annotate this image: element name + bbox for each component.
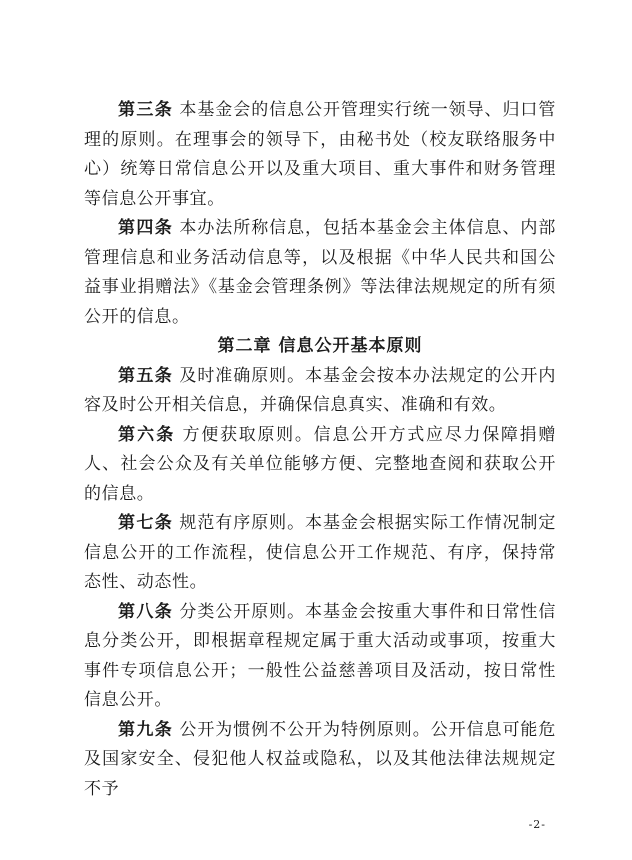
article-text: 公开为惯例不公开为特例原则。公开信息可能危及国家安全、侵犯他人权益或隐私，以及其他法律法规规定不予 — [84, 719, 556, 799]
article-text: 本办法所称信息，包括本基金会主体信息、内部管理信息和业务活动信息等，以及根据《中华人民共和国公益事业捐赠法》《基金会管理条例》等法律法规规定的所有须公开的信息。 — [84, 218, 556, 327]
article-label: 第七条 — [118, 513, 174, 533]
article-5 — [84, 362, 556, 421]
article-label: 第九条 — [118, 719, 174, 740]
article-6 — [84, 421, 556, 510]
page-number: -2- — [528, 818, 546, 831]
article-8 — [84, 598, 556, 716]
article-3 — [84, 96, 556, 214]
article-label: 第四条 — [118, 218, 174, 238]
article-label: 第六条 — [118, 424, 176, 445]
article-text: 规范有序原则。本基金会根据实际工作情况制定信息公开的工作流程，使信息公开工作规范、有序，保持常态性、动态性。 — [84, 513, 556, 592]
article-7 — [84, 509, 556, 598]
article-9 — [84, 716, 556, 805]
document-body — [84, 96, 556, 804]
article-4 — [84, 214, 556, 332]
article-label: 第三条 — [118, 100, 174, 120]
article-text: 本基金会的信息公开管理实行统一领导、归口管理的原则。在理事会的领导下，由秘书处（校友联络服务中心）统筹日常信息公开以及重大项目、重大事件和财务管理等信息公开事宜。 — [84, 100, 556, 209]
article-label: 第五条 — [118, 365, 174, 386]
article-text: 及时准确原则。本基金会按本办法规定的公开内容及时公开相关信息，并确保信息真实、准确和有效。 — [84, 365, 556, 415]
chapter-title: 第二章 信息公开基本原则 — [217, 336, 423, 356]
article-text: 分类公开原则。本基金会按重大事件和日常性信息分类公开，即根据章程规定属于重大活动或事项，按重大事件专项信息公开；一般性公益慈善项目及活动，按日常性信息公开。 — [84, 601, 556, 710]
article-text: 方便获取原则。信息公开方式应尽力保障捐赠人、社会公众及有关单位能够方便、完整地查阅和获取公开的信息。 — [84, 424, 556, 504]
article-label: 第八条 — [118, 601, 174, 622]
